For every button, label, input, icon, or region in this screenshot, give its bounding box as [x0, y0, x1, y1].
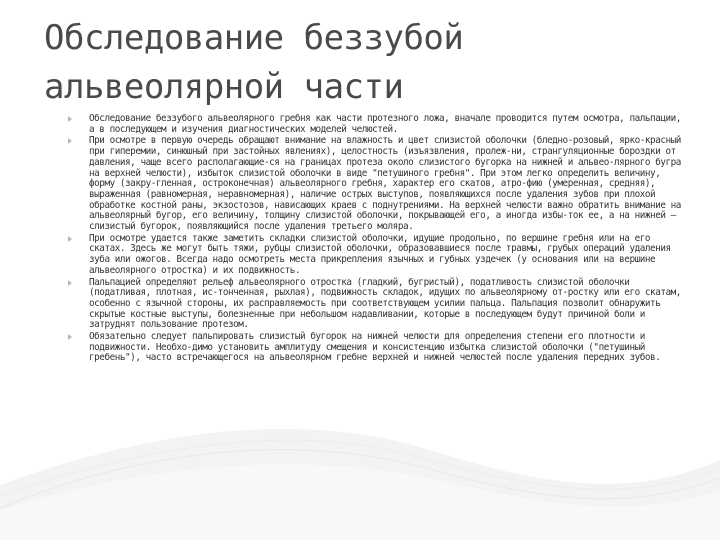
triangle-bullet-icon: [66, 333, 74, 342]
slide-title: [44, 14, 684, 112]
bullet-item: [66, 332, 681, 364]
bullet-text: При осмотре удается также заметить складки слизистой оболочки, идущие продольно, по вершине гребня или на его скатах. Здесь же могут быть тяжи, рубцы слизистой оболочки, образовавшиеся после травмы, грубых операций удаления зуба или ожогов. Всегда надо осмотреть места прикрепления язычных и губных уздечек (у основания или на вершине альвеолярного отростка) и их подвижность.: [89, 232, 671, 276]
triangle-bullet-icon: [66, 115, 74, 124]
triangle-bullet-icon: [66, 279, 74, 288]
bullet-list: [66, 114, 681, 365]
bullet-item: [66, 114, 681, 135]
bullet-item: [66, 234, 681, 277]
wave-decoration: [0, 390, 720, 540]
bullet-text: Пальпацией определяют рельеф альвеолярного отростка (гладкий, бугристый), податливость слизистой оболочки (податливая, плотная, ис-тонченная, рыхлая), подвижность складок, идущих по альвеолярному от-ростку или его скатам, особенно с язычной стороны, их расправляемость при соответствующем усилии пальца. Пальпация позволит обнаружить скрытые костные выступы, болезненные при небольшом надавливании, которые в последующем будут причиной боли и затруднят пользование протезом.: [89, 276, 681, 331]
bullet-text: Обязательно следует пальпировать слизистый бугорок на нижней челюсти для определения степени его плотности и подвижности. Необхо-димо установить амплитуду смещения и консистенцию избытка слизистой оболочки ("петушиный гребень"), часто встречающегося на альвеолярном гребне верхней и нижней челюстей после удаления передних зубов.: [89, 331, 661, 364]
triangle-bullet-icon: [66, 235, 74, 244]
triangle-bullet-icon: [66, 137, 74, 146]
bullet-text: При осмотре в первую очередь обращают внимание на влажность и цвет слизистой оболочки (бледно-розовый, ярко-красный при гиперемии, синюшный при застойных явлениях), целостность (изъязвления, пролеж-ни, странгуляционные бороздки от давления, чаще всего располагающие-ся на границах протеза около слизистого бугорка на нижней и альвео-лярного бугра на верхней челюсти), избыток слизистой оболочки в виде "петушиного гребня". При этом легко определить величину, форму (закру-гленная, остроконечная) альвеолярного гребня, характер его скатов, атро-фию (умеренная, средняя), выраженная (равномерная, неравномерная), наличие острых выступов, появляющихся после удаления зубов при плохой обработке костной раны, экзостозов, нависающих краев с поднутрениями. На верхней челюсти важно обратить внимание на альвеолярный бугор, его величину, толщину слизистой оболочки, покрывающей его, а иногда избы-ток ее, а на нижней – слизистый бугорок, появляющийся после удаления третьего моляра.: [89, 135, 681, 233]
slide-title-line-1: Обследование беззубой: [44, 18, 464, 58]
bullet-item: [66, 278, 681, 332]
bullet-text: Обследование беззубого альвеолярного гребня как части протезного ложа, вначале проводится путем осмотра, пальпации, а в последующем и изучения диагностических моделей челюстей.: [89, 113, 681, 135]
bullet-item: [66, 136, 681, 232]
slide-title-line-2: альвеолярной части: [44, 67, 404, 107]
